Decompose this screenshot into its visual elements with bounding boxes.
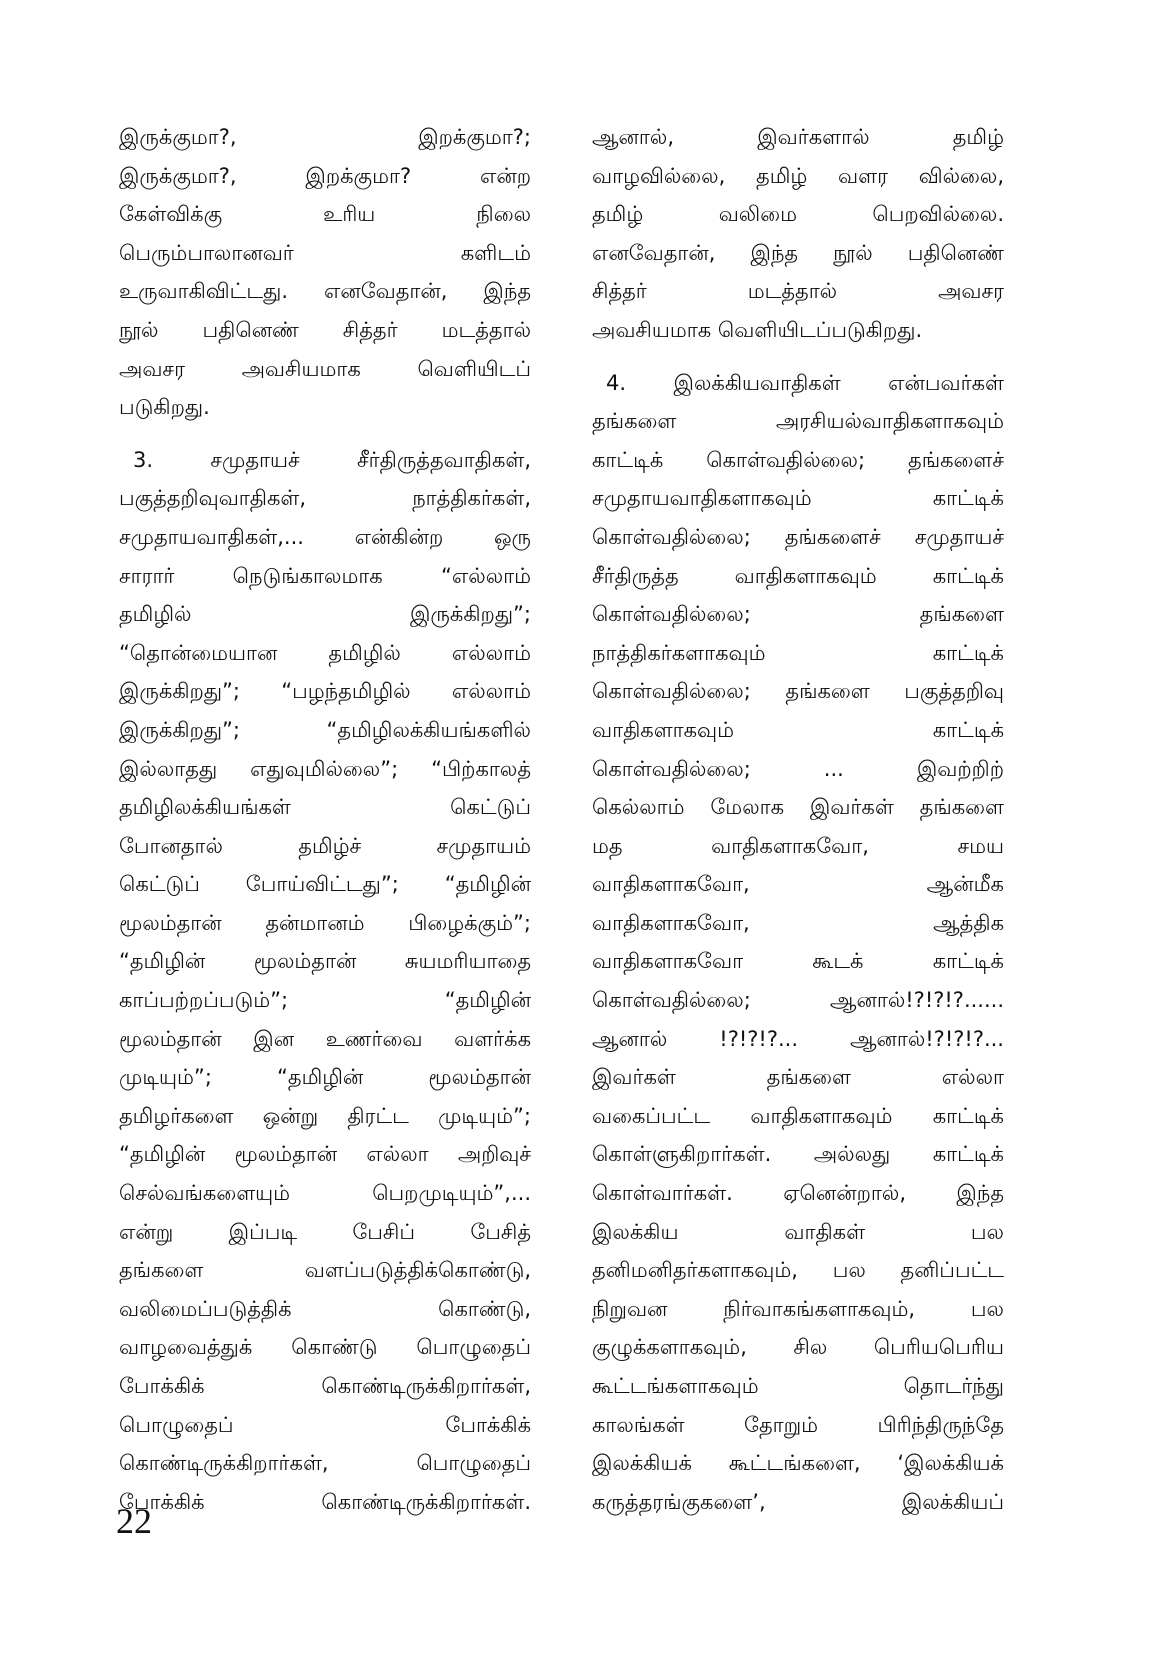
text-line: பகுத்தறிவுவாதிகள், நாத்திகர்கள், [119,486,531,511]
text-line: “தமிழின் மூலம்தான் சுயமரியாதை [119,949,531,974]
text-line: சாரார் நெடுங்காலமாக “எல்லாம் [119,563,531,588]
text-line: தமிழ் வலிமை பெறவில்லை. [592,202,1004,227]
text-line: அவசியமாக வெளியிடப்படுகிறது. [592,317,923,342]
text-line: கருத்தரங்குகளை’, இலக்கியப் [592,1489,1004,1514]
right-paragraph-1 [592,118,1004,350]
text-line: சமுதாயவாதிகளாகவும் காட்டிக் [592,486,1004,511]
text-line: தனிமனிதர்களாகவும், பல தனிப்பட்ட [592,1258,1004,1283]
text-line: கொண்டிருக்கிறார்கள், பொழுதைப் [119,1451,531,1476]
text-line: என்று இப்படி பேசிப் பேசித் [119,1219,531,1244]
text-line: தங்களை வளப்படுத்திக்கொண்டு, [119,1258,531,1283]
text-line: கூட்டங்களாகவும் தொடர்ந்து [592,1374,1004,1398]
text-line: கெட்டுப் போய்விட்டது”; “தமிழின் [119,872,531,897]
text-line: ஆனால், இவர்களால் தமிழ் [592,125,1004,149]
text-line: கொள்வதில்லை; ... இவற்றிற் [592,756,1004,781]
text-line: சமுதாயவாதிகள்,... என்கின்ற ஒரு [119,524,531,549]
text-line: முடியும்”; “தமிழின் மூலம்தான் [119,1065,531,1090]
text-line: போக்கிக் கொண்டிருக்கிறார்கள், [119,1374,531,1398]
text-line: தமிழர்களை ஒன்று திரட்ட முடியும்”; [119,1103,531,1128]
text-line: இருக்குமா?, இறக்குமா?; [119,125,531,149]
text-line: இருக்குமா?, இறக்குமா? என்ற [119,163,531,188]
text-line: ஆனால் !?!?!?... ஆனால்!?!?!?... [592,1026,1004,1051]
text-line: சித்தர் மடத்தால் அவசர [592,279,1004,304]
text-line: வகைப்பட்ட வாதிகளாகவும் காட்டிக் [592,1103,1004,1128]
text-line: போனதால் தமிழ்ச் சமுதாயம் [119,833,531,858]
text-line: வாழவைத்துக் கொண்டு பொழுதைப் [119,1335,531,1360]
text-line: போக்கிக் கொண்டிருக்கிறார்கள். [119,1489,531,1514]
text-line: இலக்கியக் கூட்டங்களை, ‘இலக்கியக் [592,1451,1004,1476]
text-line: கொள்வதில்லை; தங்களைச் சமுதாயச் [592,524,1004,549]
paragraph-gap [592,350,1004,364]
text-line: காலங்கள் தோறும் பிரிந்திருந்தே [592,1412,1004,1437]
text-line: மூலம்தான் தன்மானம் பிழைக்கும்”; [119,910,531,935]
left-column [119,118,531,1521]
text-line: இவர்கள் தங்களை எல்லா [592,1065,1004,1090]
text-line: கொள்வதில்லை; தங்களை [592,602,1004,627]
text-line: கொள்வதில்லை; தங்களை பகுத்தறிவு [592,679,1004,704]
text-line: 4. இலக்கியவாதிகள் என்பவர்கள் [606,370,1004,395]
text-line: நிறுவன நிர்வாகங்களாகவும், பல [592,1296,1004,1321]
text-line: நாத்திகர்களாகவும் காட்டிக் [592,640,1004,665]
text-line: மத வாதிகளாகவோ, சமய [592,833,1004,858]
text-line: வாதிகளாகவும் காட்டிக் [592,717,1004,742]
text-line: சீர்திருத்த வாதிகளாகவும் காட்டிக் [592,563,1004,588]
text-line: “தொன்மையான தமிழில் எல்லாம் [119,640,531,665]
text-line: காப்பற்றப்படும்”; “தமிழின் [119,988,531,1013]
left-paragraph-1 [119,118,531,427]
text-line: வாதிகளாகவோ கூடக் காட்டிக் [592,949,1004,974]
text-line: எனவேதான், இந்த நூல் பதினெண் [592,240,1004,265]
left-paragraph-2 [119,441,531,1522]
text-line: பெரும்பாலானவர் களிடம் [119,240,531,265]
text-line: கொள்ளுகிறார்கள். அல்லது காட்டிக் [592,1142,1004,1167]
text-line: மூலம்தான் இன உணர்வை வளர்க்க [119,1026,531,1051]
text-line: தமிழிலக்கியங்கள் கெட்டுப் [119,795,531,820]
right-column [592,118,1004,1521]
text-line: 3. சமுதாயச் சீர்திருத்தவாதிகள், [133,447,531,472]
text-line: கொள்வார்கள். ஏனென்றால், இந்த [592,1181,1004,1206]
text-line: காட்டிக் கொள்வதில்லை; தங்களைச் [592,447,1004,472]
right-paragraph-2 [592,364,1004,1522]
text-line: இருக்கிறது”; “தமிழிலக்கியங்களில் [119,717,531,742]
page-number: 22 [116,1501,152,1541]
text-line: செல்வங்களையும் பெறமுடியும்”,... [119,1181,531,1206]
text-line: வாழவில்லை, தமிழ் வளர வில்லை, [592,163,1004,188]
text-line: இருக்கிறது”; “பழந்தமிழில் எல்லாம் [119,679,531,704]
text-line: நூல் பதினெண் சித்தர் மடத்தால் [119,317,531,342]
text-line: கெல்லாம் மேலாக இவர்கள் தங்களை [592,795,1004,820]
text-line: குழுக்களாகவும், சில பெரியபெரிய [592,1335,1004,1360]
text-line: வலிமைப்படுத்திக் கொண்டு, [119,1296,531,1321]
text-line: “தமிழின் மூலம்தான் எல்லா அறிவுச் [119,1142,531,1167]
text-line: இல்லாதது எதுவுமில்லை”; “பிற்காலத் [119,756,531,781]
text-line: இலக்கிய வாதிகள் பல [592,1219,1004,1244]
text-line: வாதிகளாகவோ, ஆத்திக [592,910,1004,935]
text-line: பொழுதைப் போக்கிக் [119,1412,531,1437]
text-line: கொள்வதில்லை; ஆனால்!?!?!?...... [592,988,1004,1013]
text-line: வாதிகளாகவோ, ஆன்மீக [592,872,1004,897]
text-line: தமிழில் இருக்கிறது”; [119,602,531,627]
text-line: உருவாகிவிட்டது. எனவேதான், இந்த [119,279,531,304]
text-line: அவசர அவசியமாக வெளியிடப் [119,356,531,381]
text-line: படுகிறது. [119,395,210,420]
text-line: தங்களை அரசியல்வாதிகளாகவும் [592,409,1004,434]
text-line: கேள்விக்கு உரிய நிலை [119,202,531,227]
paragraph-gap [119,427,531,441]
